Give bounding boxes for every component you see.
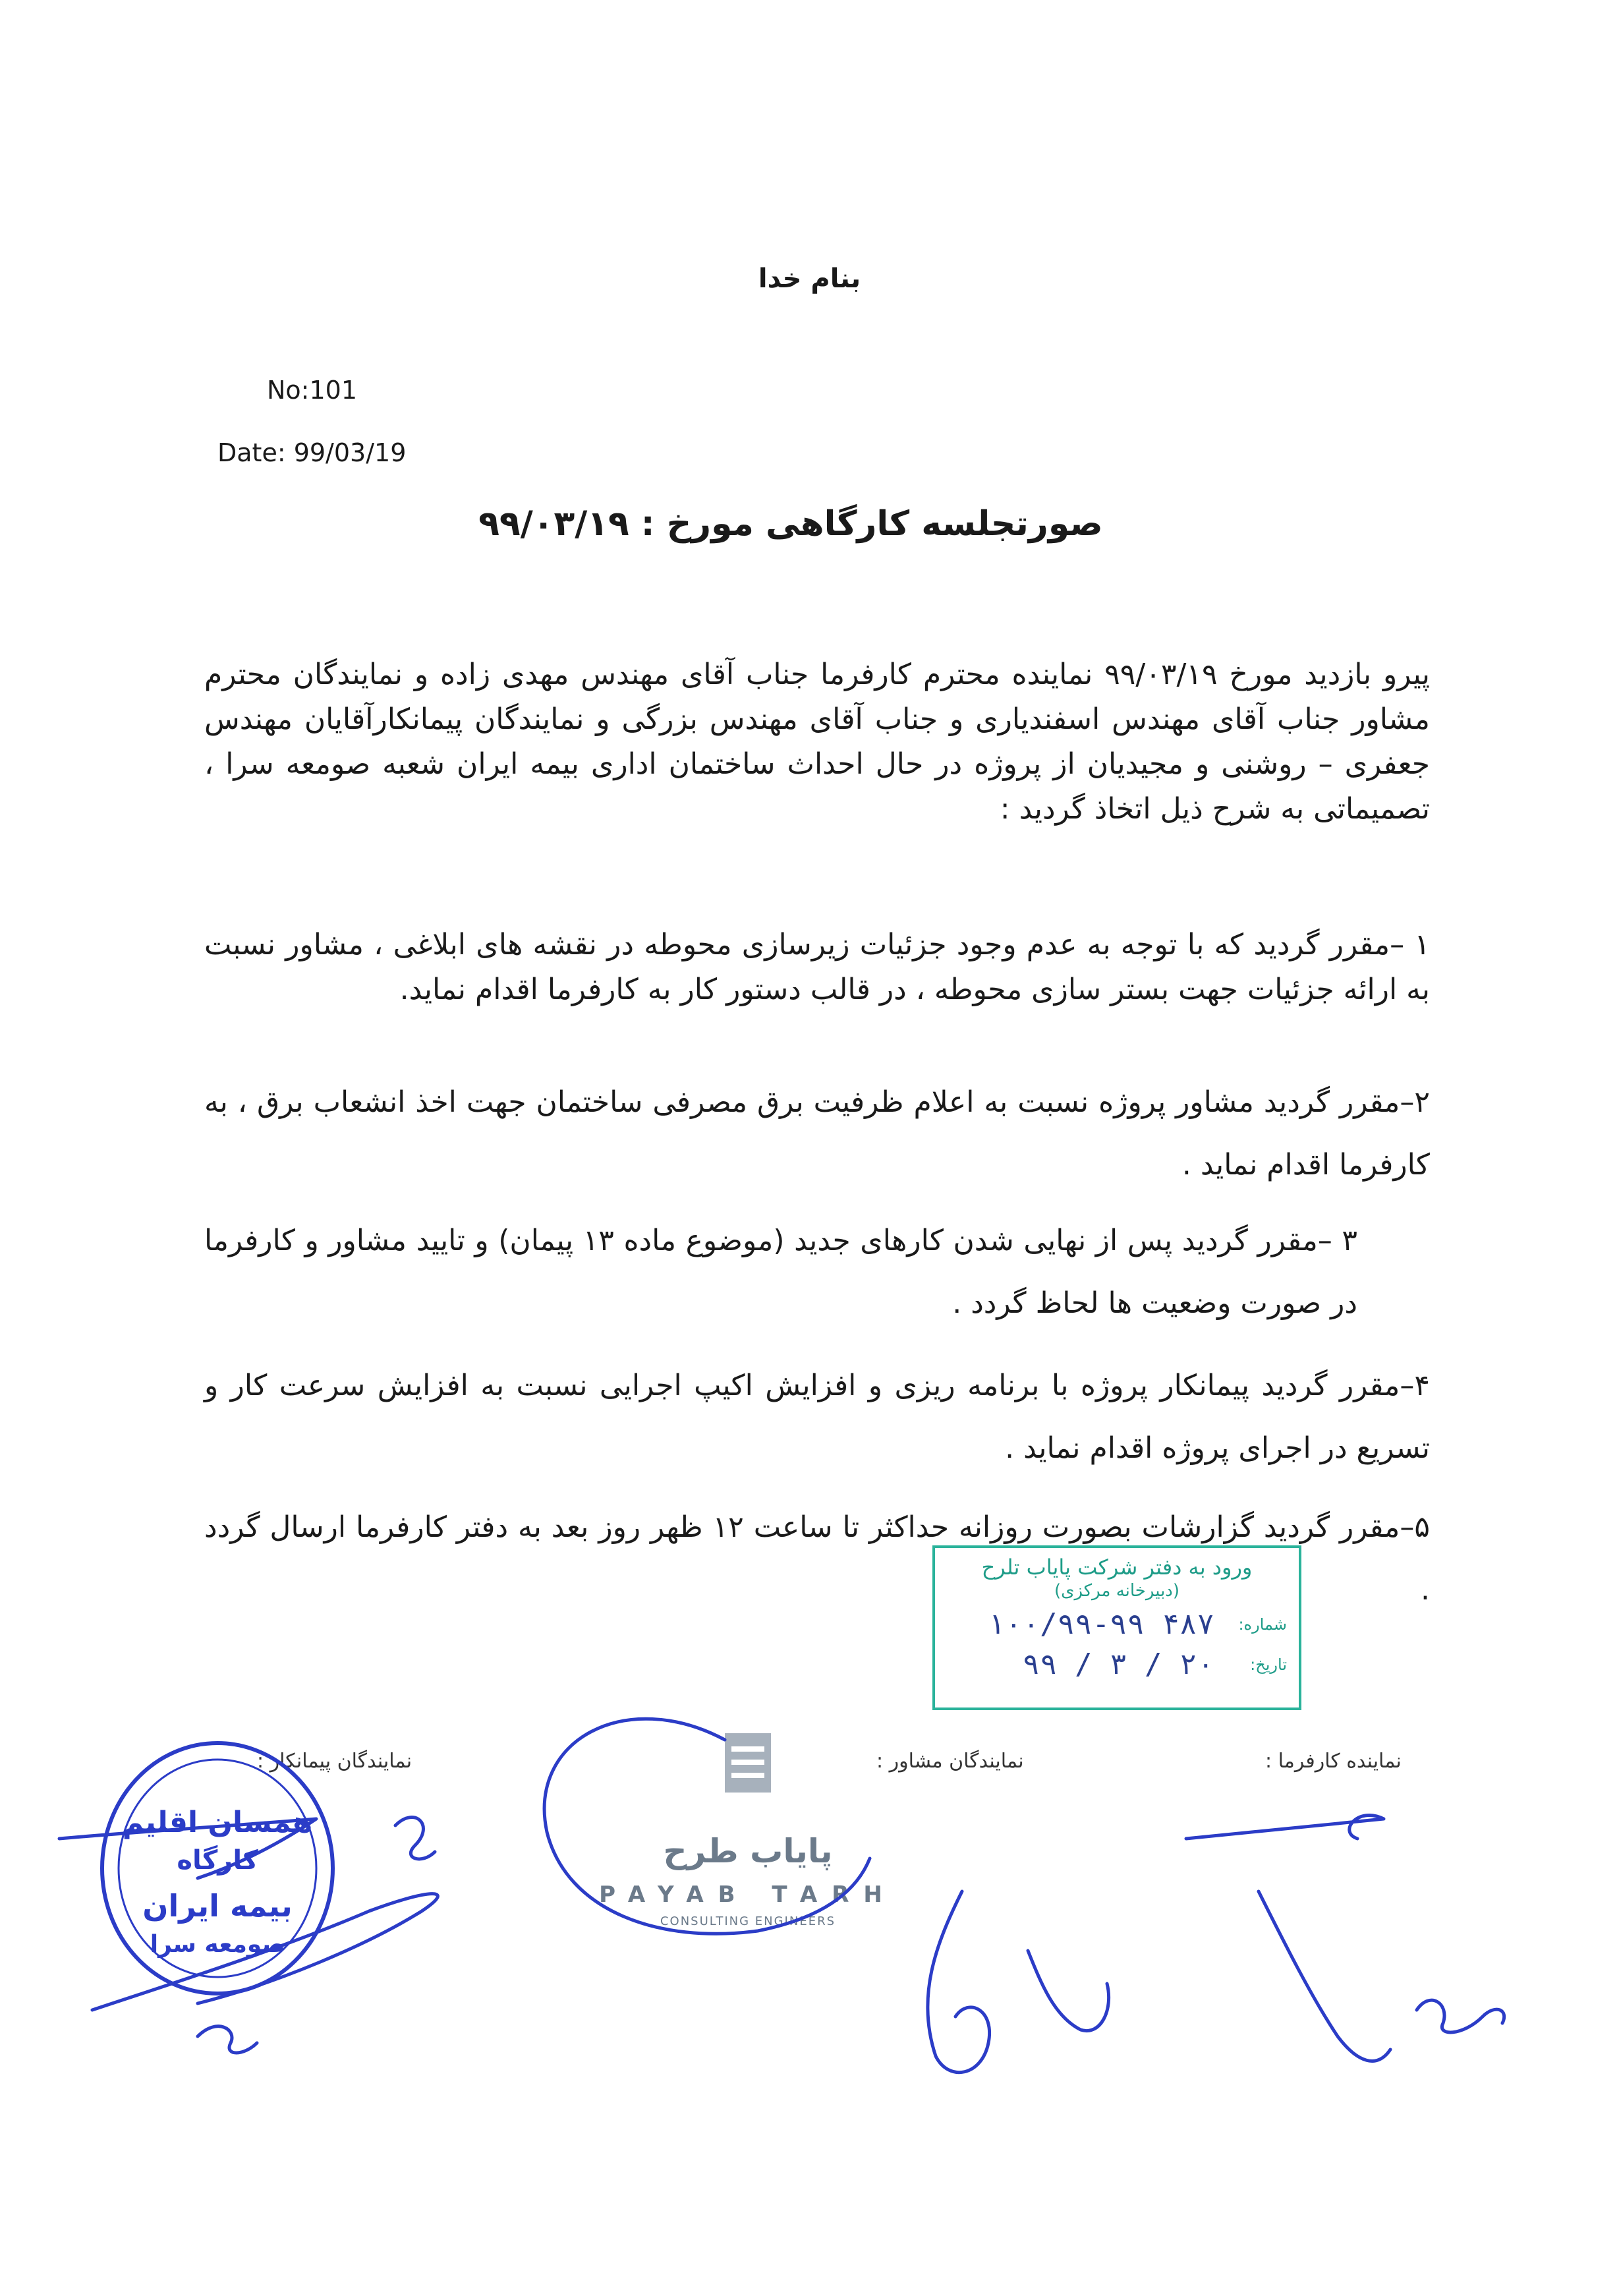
seal-line-company: همسان اقلیم [122, 1806, 313, 1839]
consultant-logo-name-fa: پایاب طرح [663, 1832, 833, 1870]
consultant-signature-label: نمایندگان مشاور : [876, 1750, 1024, 1773]
decision-item-1: ۱ –مقرر گردید که با توجه به عدم وجود جزئیات زیرسازی محوطه در نقشه های ابلاغی ، مشاور نسبت به ارائه جزئیات جهت بستر سازی محوطه ، در قالب دستور کار به کارفرما اقدام نماید. [204, 928, 1430, 1006]
decision-item-4: ۴–مقرر گردید پیمانکار پروژه با برنامه ریزی و افزایش اکیپ اجرایی نسبت به افزایش سرعت کار و تسریع در اجرای پروژه اقدام نماید . [204, 1369, 1430, 1465]
intro-paragraph: پیرو بازدید مورخ ۹۹/۰۳/۱۹ نماینده محترم کارفرما جناب آقای مهندس مهدی زاده و نمایندگان محترم مشاور جناب آقای مهندس اسفندیاری و جناب آقای مهندس بزرگی و نمایندگان پیمانکارآقایان مهندس جعفری – روشنی و مجیدیان از پروژه در حال احداث ساختمان اداری بیمه ایران شعبه صومعه سرا ، تصمیماتی به شرح ذیل اتخاذ گردید : [204, 658, 1430, 826]
decision-item-2: ۲–مقرر گردید مشاور پروژه نسبت به اعلام ظرفیت برق مصرفی ساختمان جهت اخذ انشعاب برق ، به کارفرما اقدام نماید . [204, 1085, 1430, 1182]
document-title: صورتجلسه کارگاهی مورخ : ۹۹/۰۳/۱۹ [478, 504, 1103, 544]
decision-item-5: ۵–مقرر گردید گزارشات بصورت روزانه حداکثر تا ساعت ۱۲ ظهر روز بعد به دفتر کارفرما ارسال گردد . [204, 1510, 1430, 1607]
signature-consultant-1 [544, 1719, 870, 1934]
seal-line-site: کارگاه [177, 1845, 258, 1876]
signature-contractor-1 [59, 1819, 316, 1878]
seal-line-client: بیمه ایران [142, 1888, 293, 1924]
letter-number: No:101 [267, 376, 358, 405]
basmala-heading: بنام خدا [758, 264, 861, 294]
signature-employer-1 [1186, 1815, 1384, 1839]
signature-contractor-3 [395, 1818, 435, 1859]
letter-date: Date: 99/03/19 [217, 438, 407, 467]
signature-consultant-2 [928, 1891, 990, 2073]
receipt-date-value: ۹۹ / ۳ / ۲۰ [1022, 1648, 1214, 1681]
employer-signature-label: نماینده کارفرما : [1265, 1750, 1402, 1773]
receipt-date-label: تاریخ: [1250, 1655, 1287, 1674]
consultant-logo-name-en: PAYAB TARH [599, 1881, 897, 1908]
signature-employer-2 [1259, 1891, 1390, 2061]
decision-item-3: ۳ –مقرر گردید پس از نهایی شدن کارهای جدید (موضوع ماده ۱۳ پیمان) و تایید مشاور و کارفرما در صورت وضعیت ها لحاظ گردد . [204, 1224, 1358, 1320]
consultant-logo-subtitle: CONSULTING ENGINEERS [660, 1914, 836, 1928]
seal-line-city: صومعه سرا [150, 1931, 285, 1958]
receipt-number-value: ۱۰۰/۹۹-۹۹ ۴۸۷ [987, 1607, 1214, 1641]
receipt-stamp-title: ورود به دفتر شرکت پایاب تلرح [981, 1555, 1253, 1580]
signature-employer-3 [1417, 2000, 1504, 2032]
receipt-stamp-subtitle: (دبیرخانه مرکزی) [1054, 1581, 1180, 1601]
signature-consultant-3 [1028, 1951, 1109, 2031]
signature-contractor-2 [92, 1894, 438, 2010]
contractor-signature-label: نمایندگان پیمانکار : [257, 1750, 412, 1773]
signature-contractor-4 [198, 2026, 257, 2053]
receipt-number-label: شماره: [1238, 1615, 1287, 1634]
